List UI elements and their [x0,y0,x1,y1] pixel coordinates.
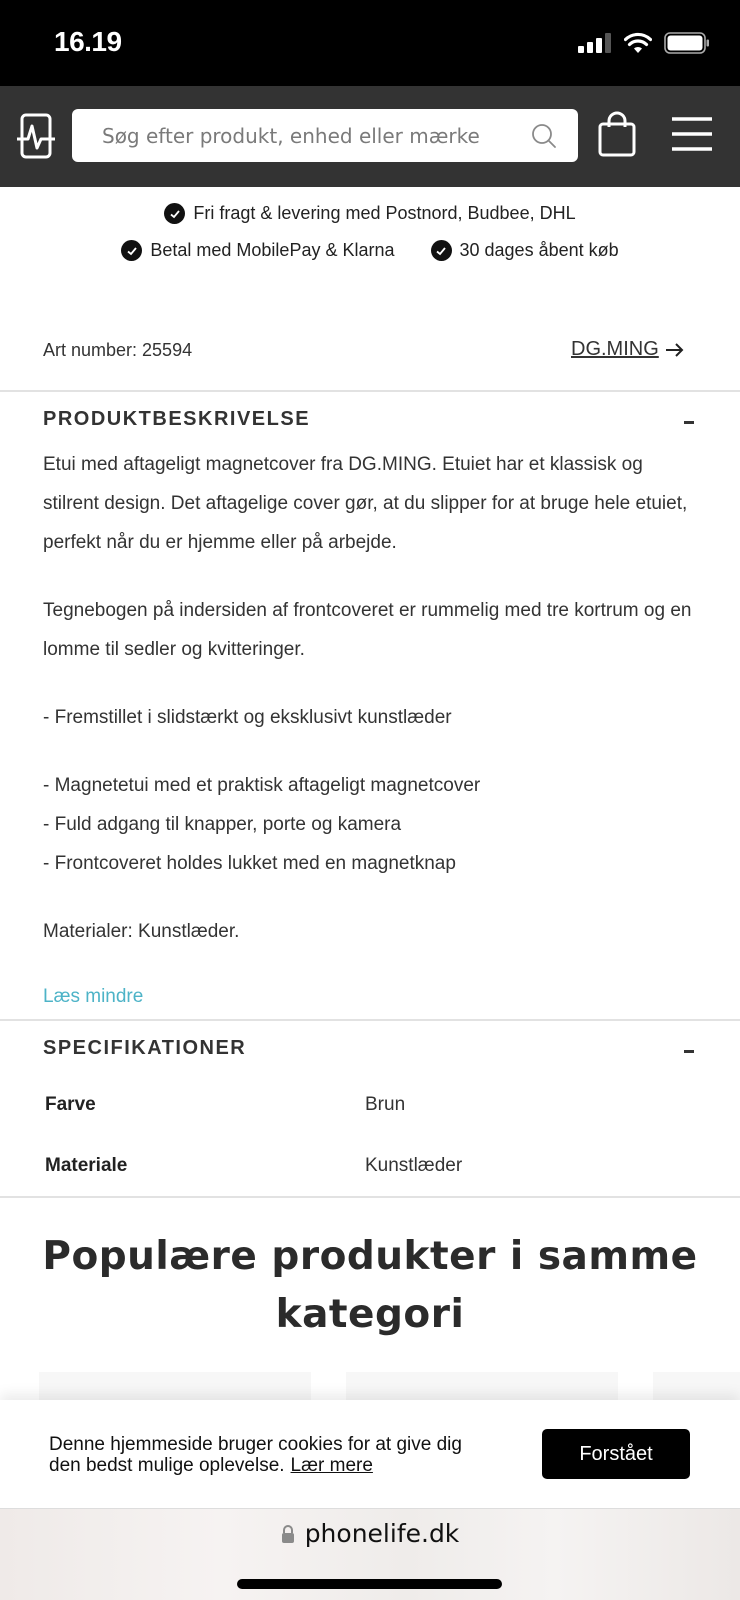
description-text: - Frontcoveret holdes lukket med en magnetknap [43,853,456,874]
description-bullet [43,698,693,737]
popular-title-line: Populære produkter i samme [42,1234,698,1279]
menu-icon[interactable] [670,116,714,152]
divider [0,1019,740,1021]
search-box[interactable] [72,109,578,162]
brand-link-label: DG.MING [571,338,659,360]
lock-icon [281,1524,295,1544]
signal-icon [578,33,612,53]
description-bullet [43,805,693,844]
phonelife-logo-icon[interactable] [16,112,56,160]
spec-label: Farve [45,1094,96,1115]
learn-more-link[interactable]: Lær mere [290,1455,373,1476]
divider [0,1196,740,1198]
cookie-text [49,1434,499,1476]
search-icon[interactable] [530,122,558,150]
usp-item [431,240,619,261]
status-time: 16.19 [54,26,122,57]
read-less-link[interactable]: Læs mindre [43,986,144,1007]
wifi-icon [624,32,652,54]
arrow-right-icon [665,342,685,358]
usp-item [164,203,575,224]
status-bar [0,0,740,86]
accept-cookies-button[interactable]: Forstået [542,1429,690,1479]
browser-url-bar[interactable] [0,1508,740,1600]
spec-value: Kunstlæder [365,1155,463,1176]
specifications-collapse-icon[interactable] [684,1050,694,1053]
spec-value: Brun [365,1094,406,1115]
battery-icon [664,32,710,54]
art-number: Art number: 25594 [43,340,193,360]
search-input[interactable] [72,109,578,162]
cookie-text-line: den bedst mulige oplevelse. [49,1455,285,1476]
check-icon [431,240,452,261]
usp-row-2 [0,240,740,261]
cookie-banner [0,1400,740,1508]
divider [0,390,740,392]
specifications-title[interactable]: SPECIFIKATIONER [43,1037,247,1059]
description-text: - Magnetetui med et praktisk aftageligt magnetcover [43,775,481,796]
popular-title-line: kategori [275,1292,465,1337]
description-collapse-icon[interactable] [684,421,694,424]
url-wrap [0,1519,740,1548]
description-paragraph [43,591,693,669]
usp-item [121,240,394,261]
home-indicator[interactable] [237,1579,502,1589]
description-text: - Fuld adgang til knapper, porte og kamera [43,814,402,835]
description-materials [43,912,693,951]
usp-label: 30 dages åbent køb [459,240,619,260]
usp-label: Betal med MobilePay & Klarna [150,240,395,260]
description-text: Etui med aftageligt magnetcover fra DG.MING. Etuiet har et klassisk og stilrent design. Det aftagelige cover gør, at du slipper for at bruge hele etuiet, perfekt når du er hjemme eller på arbejde. [43,454,688,553]
cart-icon[interactable] [596,110,638,158]
art-row [0,330,740,390]
description-text: Materialer: Kunstlæder. [43,921,240,942]
site-header [0,86,740,187]
brand-link[interactable] [571,338,685,361]
popular-products-title [0,1228,740,1344]
usp-row-1 [0,203,740,224]
check-icon [164,203,185,224]
spec-label: Materiale [45,1155,128,1176]
url-text[interactable]: phonelife.dk [304,1519,460,1548]
description-text: - Fremstillet i slidstærkt og eksklusivt kunstlæder [43,707,452,728]
status-icons [578,32,710,54]
check-icon [121,240,142,261]
description-bullet [43,844,693,883]
description-bullet [43,766,693,805]
cookie-text-line: Denne hjemmeside bruger cookies for at give dig [49,1434,462,1455]
description-text: Tegnebogen på indersiden af frontcoveret er rummelig med tre kortrum og en lomme til sedler og kvitteringer. [43,600,692,660]
description-title[interactable]: PRODUKTBESKRIVELSE [43,408,311,430]
description-paragraph [43,445,693,562]
usp-label: Fri fragt & levering med Postnord, Budbee, DHL [193,203,576,223]
